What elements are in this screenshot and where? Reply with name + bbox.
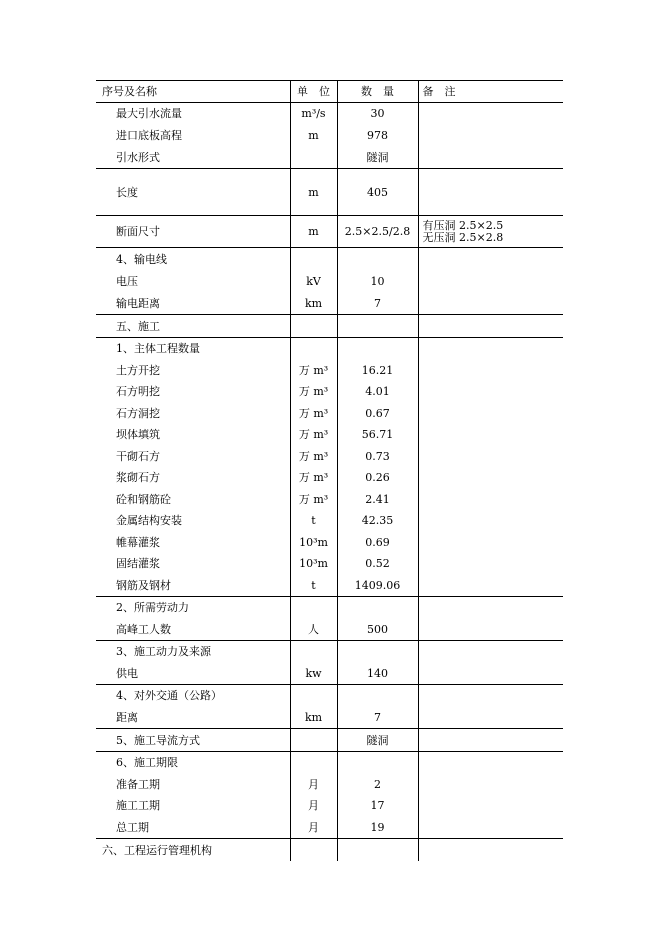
row-quantity: 0.69 [337,531,418,553]
row-note [418,752,563,774]
row-unit: 10³m [290,531,337,553]
row-quantity: 500 [337,618,418,641]
row-name: 钢筋及钢材 [96,574,290,597]
row-name: 总工期 [96,816,290,839]
row-name: 长度 [96,169,290,216]
row-note [418,662,563,685]
table-row [96,248,563,271]
row-unit [290,248,337,271]
row-name: 施工工期 [116,799,160,812]
row-quantity: 17 [337,795,418,816]
row-quantity: 978 [337,124,418,146]
row-unit [290,315,337,338]
table-row [96,103,563,125]
table-row [96,752,563,774]
engineering-spec-table [96,80,563,861]
table-row [96,216,563,248]
row-unit: 月 [290,795,337,816]
row-note [418,381,563,402]
table-row [96,773,563,795]
row-note [418,839,563,862]
row-unit: t [290,574,337,597]
row-unit [290,752,337,774]
row-quantity: 2 [337,773,418,795]
row-unit [290,641,337,663]
row-quantity: 0.67 [337,402,418,424]
row-name: 六、工程运行管理机构 [102,843,212,857]
row-name: 固结灌浆 [116,557,160,570]
row-unit: 万 m³ [290,424,337,445]
row-note [418,574,563,597]
row-unit: m [290,169,337,216]
row-unit: m [290,124,337,146]
row-quantity: 2.41 [337,488,418,510]
row-name: 帷幕灌浆 [116,535,160,549]
row-note [418,773,563,795]
row-unit: 月 [290,816,337,839]
row-unit: km [290,292,337,315]
row-note [418,510,563,531]
row-unit: 万 m³ [290,359,337,381]
table-row [96,488,563,510]
row-note [418,816,563,839]
row-unit: m [290,216,337,248]
row-unit [290,729,337,752]
row-quantity: 0.73 [337,445,418,467]
row-unit: 万 m³ [290,445,337,467]
row-note [418,531,563,553]
table-row [96,402,563,424]
row-unit [290,597,337,619]
row-quantity [337,752,418,774]
row-quantity: 140 [337,662,418,685]
row-unit: 月 [290,773,337,795]
table-row [96,146,563,169]
table-row [96,445,563,467]
row-quantity [337,338,418,360]
table-row [96,685,563,707]
row-unit: 10³m [290,553,337,574]
row-unit: 人 [290,618,337,641]
row-note [418,706,563,729]
row-name: 坝体填筑 [116,428,160,441]
row-unit: t [290,510,337,531]
row-quantity: 405 [337,169,418,216]
row-unit: km [290,706,337,729]
table-row [96,531,563,553]
row-name: 供电 [96,662,290,685]
row-unit [290,146,337,169]
table-row [96,816,563,839]
table-row [96,839,563,862]
row-note [418,338,563,360]
table-row [96,662,563,685]
row-name: 1、主体工程数量 [116,342,200,355]
table-row [96,729,563,752]
row-note [418,292,563,315]
row-name: 引水形式 [96,146,290,169]
note-line-free-flow: 无压洞 2.5×2.8 [422,230,504,244]
row-quantity [337,315,418,338]
row-name: 距离 [96,706,290,729]
row-name: 4、输电线 [116,252,167,266]
row-name: 土方开挖 [116,363,160,377]
row-note [418,270,563,292]
row-quantity [337,597,418,619]
row-name: 最大引水流量 [116,107,182,120]
row-quantity: 16.21 [337,359,418,381]
row-name: 浆砌石方 [116,471,160,484]
row-quantity: 4.01 [337,381,418,402]
row-note [418,216,563,248]
row-quantity: 隧洞 [337,729,418,752]
row-unit: m³/s [290,103,337,125]
row-name: 断面尺寸 [96,216,290,248]
table-row [96,292,563,315]
table-row [96,124,563,146]
row-quantity [337,248,418,271]
header-name: 序号及名称 [96,81,290,103]
row-note [418,146,563,169]
row-unit: kV [290,270,337,292]
row-note [418,169,563,216]
header-unit: 单 位 [290,81,337,103]
row-note [418,685,563,707]
table-row [96,359,563,381]
table-row [96,706,563,729]
table-row [96,641,563,663]
row-note [418,315,563,338]
row-note [418,103,563,125]
row-note [418,467,563,488]
row-unit: 万 m³ [290,488,337,510]
note-line-pressure: 有压洞 2.5×2.5 [422,218,504,232]
header-quantity: 数 量 [337,81,418,103]
row-quantity: 2.5×2.5/2.8 [337,216,418,248]
row-note [418,553,563,574]
row-unit: 万 m³ [290,467,337,488]
row-name: 石方洞挖 [116,406,160,420]
row-name: 金属结构安装 [116,514,182,527]
row-quantity: 0.52 [337,553,418,574]
row-note [418,729,563,752]
row-note [418,402,563,424]
row-unit: 万 m³ [290,402,337,424]
table-row [96,270,563,292]
row-name: 5、施工导流方式 [96,729,290,752]
table-row [96,338,563,360]
row-quantity: 1409.06 [337,574,418,597]
row-name: 干砌石方 [116,449,160,463]
row-name: 输电距离 [96,292,290,315]
row-name: 6、施工期限 [116,756,178,769]
row-unit [290,685,337,707]
row-name: 五、施工 [96,315,290,338]
row-name: 高峰工人数 [96,618,290,641]
row-note [418,597,563,619]
row-unit: 万 m³ [290,381,337,402]
row-quantity: 0.26 [337,467,418,488]
row-note [418,488,563,510]
row-note [418,795,563,816]
row-name: 准备工期 [116,777,160,791]
row-quantity: 隧洞 [337,146,418,169]
row-name: 4、对外交通（公路） [116,689,222,702]
row-quantity: 10 [337,270,418,292]
row-note [418,248,563,271]
row-unit [290,338,337,360]
row-quantity: 7 [337,706,418,729]
row-name: 石方明挖 [116,385,160,398]
row-note [418,445,563,467]
row-quantity: 30 [337,103,418,125]
row-note [418,359,563,381]
table-row [96,510,563,531]
table-row [96,553,563,574]
table-row [96,467,563,488]
row-unit: kw [290,662,337,685]
table-row [96,618,563,641]
table-header-row [96,81,563,103]
row-quantity [337,839,418,862]
row-name: 进口底板高程 [116,128,182,142]
row-name: 砼和钢筋砼 [116,492,171,506]
table-row [96,381,563,402]
table-row [96,574,563,597]
row-name: 2、所需劳动力 [116,601,189,614]
row-quantity [337,685,418,707]
row-note [418,424,563,445]
row-name: 3、施工动力及来源 [116,645,211,658]
table-row [96,424,563,445]
table-row [96,597,563,619]
row-name: 电压 [116,274,138,288]
row-quantity [337,641,418,663]
row-unit [290,839,337,862]
table-row [96,315,563,338]
row-quantity: 42.35 [337,510,418,531]
row-note [418,124,563,146]
row-quantity: 56.71 [337,424,418,445]
table-row [96,795,563,816]
row-quantity: 19 [337,816,418,839]
row-note [418,641,563,663]
header-note: 备 注 [418,81,563,103]
table-row [96,169,563,216]
row-note [418,618,563,641]
row-quantity: 7 [337,292,418,315]
